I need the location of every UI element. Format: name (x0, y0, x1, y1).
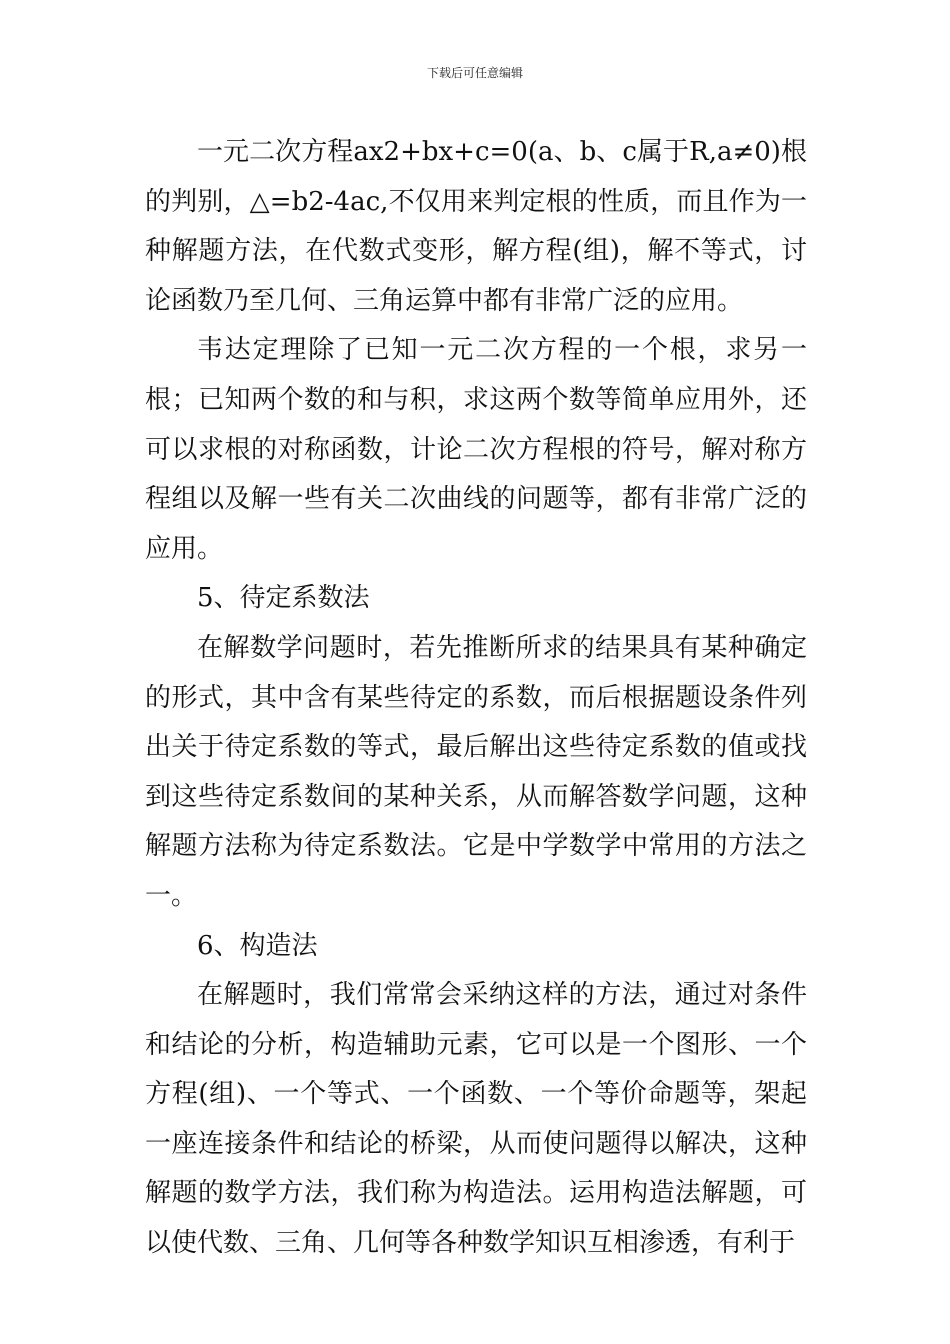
paragraph-vieta-theorem: 韦达定理除了已知一元二次方程的一个根，求另一根；已知两个数的和与积，求这两个数等简单应用外，还可以求根的对称函数，计论二次方程根的符号，解对称方程组以及解一些有关二次曲线的问题等，都有非常广泛的应用。 (145, 335, 807, 564)
paragraph-undetermined-coefficients: 在解数学问题时，若先推断所求的结果具有某种确定的形式，其中含有某些待定的系数，而后根据题设条件列出关于待定系数的等式，最后解出这些待定系数的值或找到这些待定系数间的某种关系，从而解答数学问题，这种解题方法称为待定系数法。它是中学数学中常用的方法之一。 (145, 632, 807, 911)
paragraph-construction-method: 在解题时，我们常常会采纳这样的方法，通过对条件和结论的分析，构造辅助元素，它可以是一个图形、一个方程(组)、一个等式、一个函数、一个等价命题等，架起一座连接条件和结论的桥梁，从而使问题得以解决，这种解题的数学方法，我们称为构造法。运用构造法解题，可以使代数、三角、几何等各种数学知识互相渗透，有利于 (145, 980, 807, 1259)
page-header: 下载后可任意编辑 (426, 66, 523, 80)
section-heading-undetermined-coefficients: 5、待定系数法 (197, 583, 370, 614)
document-body (145, 128, 807, 1269)
section-heading-construction-method: 6、构造法 (197, 930, 318, 961)
paragraph-discriminant: 一元二次方程ax2+bx+c=0(a、b、c属于R,a≠0)根的判别，△=b2-4ac,不仅用来判定根的性质，而且作为一种解题方法，在代数式变形，解方程(组)，解不等式，讨论函数乃至几何、三角运算中都有非常广泛的应用。 (145, 137, 807, 316)
